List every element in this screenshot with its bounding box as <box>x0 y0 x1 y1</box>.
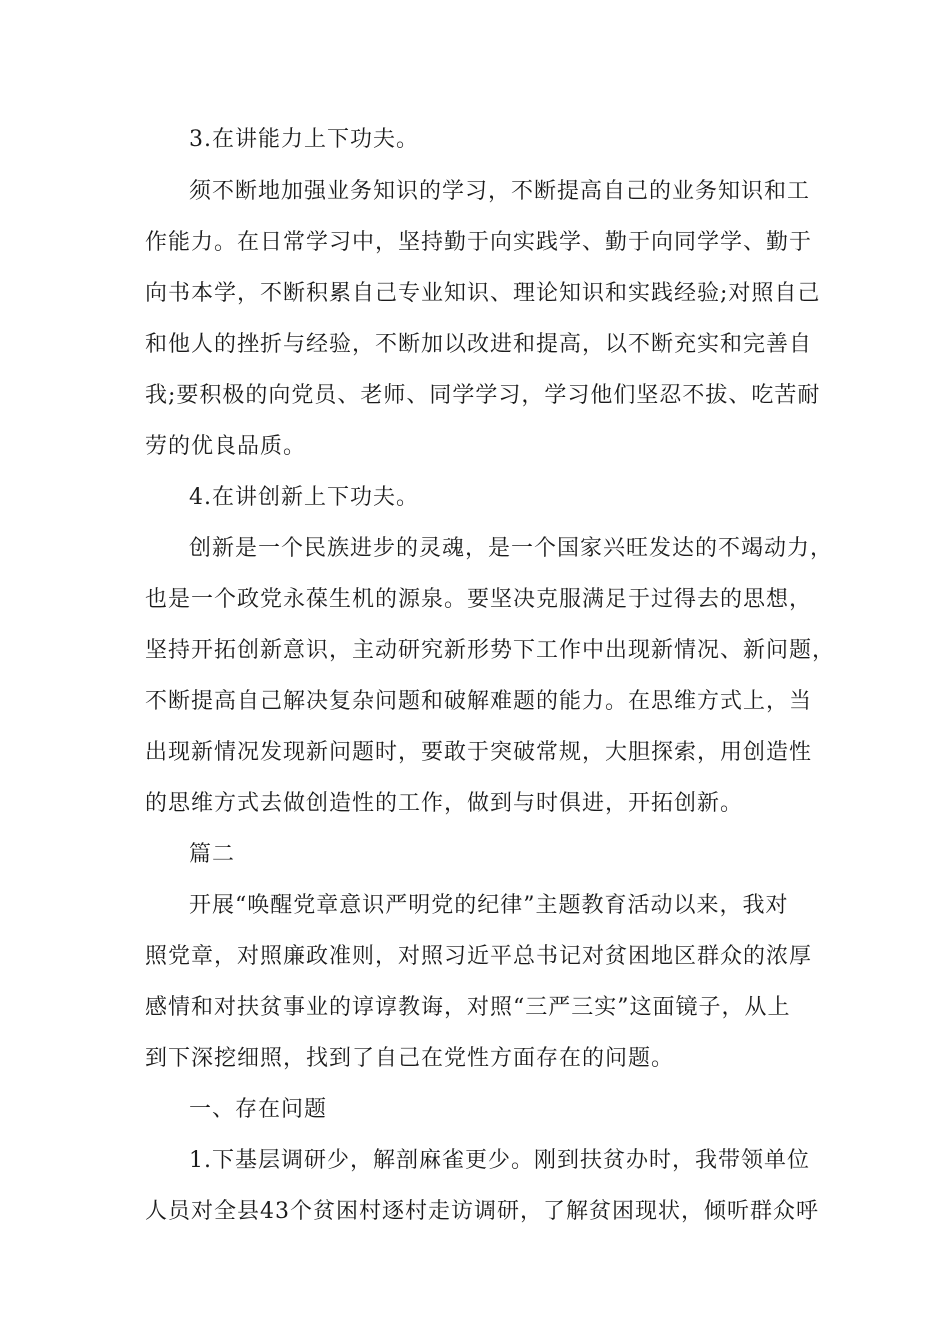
paragraph-line: 感情和对扶贫事业的谆谆教诲，对照“三严三实”这面镜子，从上 <box>145 995 791 1020</box>
paragraph-line: 创新是一个民族进步的灵魂，是一个国家兴旺发达的不竭动力， <box>189 536 834 561</box>
paragraph-line: 出现新情况发现新问题时，要敢于突破常规，大胆探索，用创造性 <box>145 740 813 765</box>
paragraph-line: 照党章，对照廉政准则，对照习近平总书记对贫困地区群众的浓厚 <box>145 944 813 969</box>
section-title-part-two: 篇二 <box>189 842 236 867</box>
paragraph-line: 到下深挖细照，找到了自己在党性方面存在的问题。 <box>145 1046 675 1071</box>
paragraph-line: 向书本学，不断积累自己专业知识、理论知识和实践经验;对照自己 <box>145 281 821 306</box>
paragraph-line: 我;要积极的向党员、老师、同学学习，学习他们坚忍不拔、吃苦耐 <box>145 383 821 408</box>
paragraph-line: 也是一个政党永葆生机的源泉。要坚决克服满足于过得去的思想， <box>145 587 813 612</box>
paragraph-line: 人员对全县43个贫困村逐村走访调研，了解贫困现状，倾听群众呼 <box>145 1199 819 1224</box>
paragraph-line: 坚持开拓创新意识，主动研究新形势下工作中出现新情况、新问题， <box>145 638 836 663</box>
heading-4-innovation: 4.在讲创新上下功夫。 <box>189 485 419 510</box>
paragraph-line: 和他人的挫折与经验，不断加以改进和提高，以不断充实和完善自 <box>145 332 813 357</box>
heading-existing-problems: 一、存在问题 <box>189 1097 328 1122</box>
paragraph-line: 劳的优良品质。 <box>145 434 307 459</box>
heading-3-ability: 3.在讲能力上下功夫。 <box>189 127 419 152</box>
paragraph-line: 1.下基层调研少，解剖麻雀更少。刚到扶贫办时，我带领单位 <box>189 1148 810 1173</box>
paragraph-line: 作能力。在日常学习中，坚持勤于向实践学、勤于向同学学、勤于 <box>145 230 813 255</box>
paragraph-line: 的思维方式去做创造性的工作，做到与时俱进，开拓创新。 <box>145 791 744 816</box>
paragraph-line: 须不断地加强业务知识的学习，不断提高自己的业务知识和工 <box>189 179 811 204</box>
paragraph-line: 开展“唤醒党章意识严明党的纪律”主题教育活动以来，我对 <box>189 893 789 918</box>
paragraph-line: 不断提高自己解决复杂问题和破解难题的能力。在思维方式上，当 <box>145 689 813 714</box>
